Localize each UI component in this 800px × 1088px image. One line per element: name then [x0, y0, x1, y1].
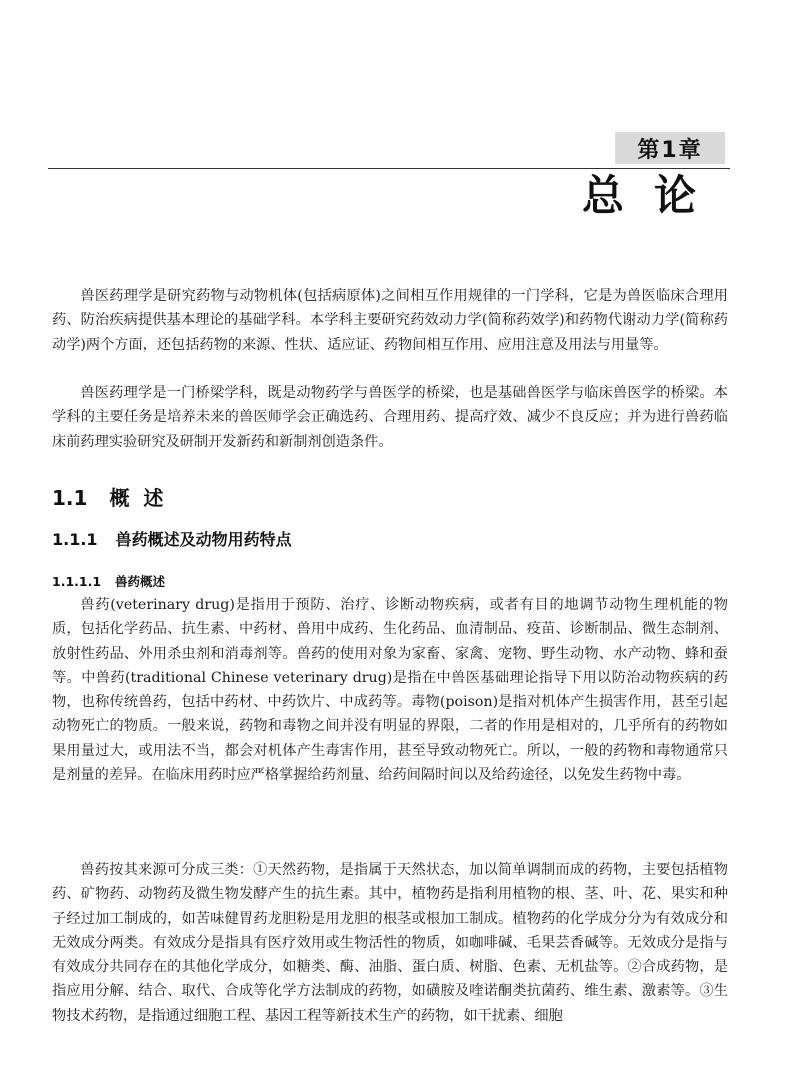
chapter-rule [48, 168, 730, 169]
section-heading-1-1-1 [52, 527, 292, 550]
chapter-title: 总论 [581, 171, 726, 220]
chapter-label: 第1章 [637, 137, 703, 163]
body-paragraph-1: 兽药(veterinary drug)是指用于预防、治疗、诊断动物疾病，或者有目的地调节动物生理机能的物质，包括化学药品、抗生素、中药材、兽用中成药、生化药品、血清制品、疫苗、诊断制品、微生态制剂、放射性药品、外用杀虫剂和消毒剂等。兽药的使用对象为家畜、家禽、宠物、野生动物、水产动物、蜂和蚕等。中兽药(traditional Chinese veterinary drug)是指在中兽医基础理论指导下用以防治动物疾病的药物，也称传统兽药，包括中药材、中药饮片、中成药等。毒物(poison)是指对机体产生损害作用，甚至引起动物死亡的物质。一般来说，药物和毒物之间并没有明显的界限，二者的作用是相对的，几乎所有的药物如果用量过大，或用法不当，都会对机体产生毒害作用，甚至导致动物死亡。所以，一般的药物和毒物通常只是剂量的差异。在临床用药时应严格掌握给药剂量、给药间隔时间以及给药途径，以免发生药物中毒。 [52, 597, 728, 784]
intro-paragraph-2: 兽医药理学是一门桥梁学科，既是动物药学与兽医学的桥梁，也是基础兽医学与临床兽医学的桥梁。本学科的主要任务是培养未来的兽医师学会正确选药、合理用药、提高疗效、减少不良反应；并为进行兽药临床前药理实验研究及研制开发新药和新制剂创造条件。 [52, 385, 728, 450]
section-number: 1.1.1.1 [52, 574, 102, 589]
body-paragraph-2: 兽药按其来源可分成三类：①天然药物，是指属于天然状态，加以简单调制而成的药物，主要包括植物药、矿物药、动物药及微生物发酵产生的抗生素。其中，植物药是指利用植物的根、茎、叶、花、果实和种子经过加工制成的，如苦味健胃药龙胆粉是用龙胆的根茎或根加工制成。植物药的化学成分分为有效成分和无效成分两类。有效成分是指具有医疗效用或生物活性的物质，如咖啡碱、毛果芸香碱等。无效成分是指与有效成分共同存在的其他化学成分，如糖类、酶、油脂、蛋白质、树脂、色素、无机盐等。②合成药物，是指应用分解、结合、取代、合成等化学方法制成的药物，如磺胺及喹诺酮类抗菌药、维生素、激素等。③生物技术药物，是指通过细胞工程、基因工程等新技术生产的药物，如干扰素、细胞 [52, 862, 728, 1024]
section-heading-1-1 [52, 482, 177, 511]
section-number: 1.1.1 [52, 530, 98, 549]
chapter-badge [615, 132, 725, 164]
section-title: 兽药概述及动物用药特点 [115, 530, 292, 549]
section-heading-1-1-1-1 [52, 572, 165, 590]
section-number: 1.1 [52, 486, 88, 510]
intro-paragraph-1: 兽医药理学是研究药物与动物机体(包括病原体)之间相互作用规律的一门学科，它是为兽医临床合理用药、防治疾病提供基本理论的基础学科。本学科主要研究药效动力学(简称药效学)和药物代谢动力学(简称药动学)两个方面，还包括药物的来源、性状、适应证、药物间相互作用、应用注意及用法与用量等。 [52, 288, 728, 353]
section-title: 概述 [109, 486, 178, 510]
section-title: 兽药概述 [115, 574, 166, 589]
